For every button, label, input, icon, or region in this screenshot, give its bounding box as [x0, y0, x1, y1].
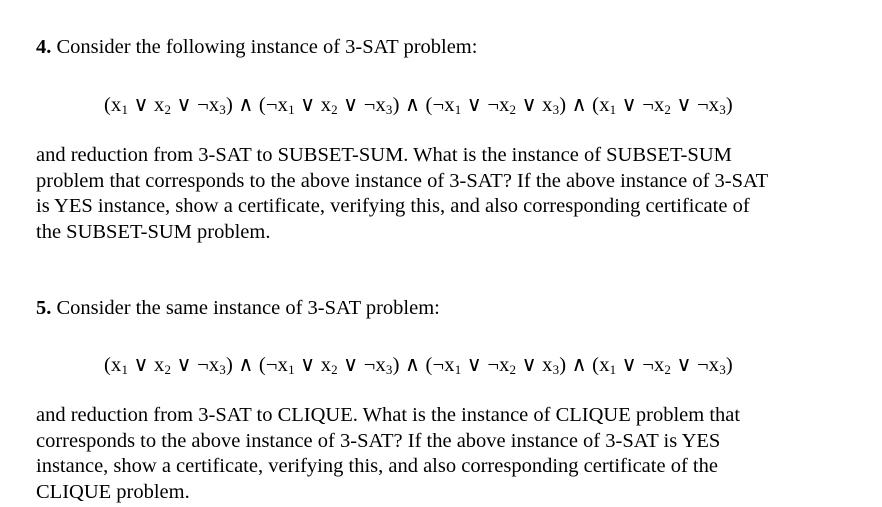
literal-symbol: x [320, 94, 332, 116]
literal-subscript: 3 [385, 362, 393, 377]
literal-subscript: 2 [664, 362, 672, 377]
literal-subscript: 1 [121, 362, 129, 377]
or-operator: ∨ [128, 354, 155, 376]
clause-close-paren: ) [225, 354, 234, 376]
clause-close-paren: ) [225, 94, 234, 116]
literal-subscript: 3 [552, 362, 560, 377]
clause [592, 354, 733, 376]
literal [642, 354, 671, 376]
literal-symbol: x [111, 94, 122, 116]
literal [433, 354, 462, 376]
clause-close-paren: ) [392, 94, 400, 116]
clause-close-paren: ) [725, 94, 733, 116]
literal [197, 94, 226, 116]
clause [426, 94, 567, 116]
literal-symbol: ¬x [642, 94, 665, 116]
literal-subscript: 1 [454, 102, 462, 117]
question-4-formula [104, 93, 733, 117]
literal-subscript: 2 [164, 102, 172, 117]
and-operator: ∧ [233, 354, 259, 376]
clause [259, 94, 400, 116]
clause-open-paren: ( [104, 94, 112, 116]
literal-subscript: 2 [331, 102, 338, 117]
question-5-body-line: CLIQUE problem. [36, 480, 190, 503]
or-operator: ∨ [128, 94, 155, 116]
literal-symbol: x [599, 354, 610, 376]
literal [642, 94, 671, 116]
literal [154, 94, 171, 116]
clause-open-paren: ( [258, 94, 266, 116]
clause-open-paren: ( [425, 94, 433, 116]
literal [321, 354, 338, 376]
question-5-heading-text: Consider the same instance of 3-SAT problem: [51, 297, 440, 319]
clause-open-paren: ( [258, 354, 266, 376]
literal [599, 354, 616, 376]
and-operator: ∧ [399, 354, 426, 376]
literal [111, 94, 128, 116]
literal [321, 94, 338, 116]
literal-symbol: ¬x [363, 354, 386, 376]
literal-symbol: ¬x [432, 354, 455, 376]
literal [266, 354, 295, 376]
clause-open-paren: ( [592, 94, 600, 116]
clause-close-paren: ) [559, 94, 567, 116]
question-4-body-line: is YES instance, show a certificate, verifying this, and also corresponding certificate of [36, 195, 750, 217]
literal-subscript: 1 [609, 102, 617, 117]
literal [697, 354, 726, 376]
question-5-number: 5. [36, 297, 52, 319]
literal-subscript: 3 [719, 102, 726, 117]
literal-symbol: x [599, 94, 610, 116]
or-operator: ∨ [337, 354, 364, 376]
or-operator: ∨ [616, 94, 643, 116]
question-4-body-line: the SUBSET-SUM problem. [36, 220, 271, 243]
literal-symbol: x [154, 354, 165, 376]
question-4-heading [36, 35, 477, 59]
or-operator: ∨ [461, 354, 488, 376]
and-operator: ∧ [566, 94, 593, 116]
clause-open-paren: ( [104, 354, 112, 376]
or-operator: ∨ [171, 354, 198, 376]
literal-symbol: x [154, 94, 165, 116]
and-operator: ∧ [233, 94, 259, 116]
literal [697, 94, 726, 116]
question-4-number: 4. [36, 36, 52, 58]
question-5-body-line: instance, show a certificate, verifying this, and also corresponding certificate of the [36, 455, 718, 477]
literal-symbol: ¬x [265, 354, 289, 376]
literal-symbol: x [542, 94, 553, 116]
literal-symbol: ¬x [432, 94, 455, 116]
literal [487, 354, 516, 376]
literal-symbol: ¬x [197, 354, 220, 376]
literal-subscript: 3 [552, 102, 560, 117]
or-operator: ∨ [461, 94, 488, 116]
literal-symbol: x [542, 354, 553, 376]
question-4-heading-text: Consider the following instance of 3-SAT problem: [51, 36, 478, 58]
literal-subscript: 1 [288, 102, 295, 117]
and-operator: ∧ [566, 354, 593, 376]
clause-close-paren: ) [392, 354, 400, 376]
literal-symbol: x [320, 354, 332, 376]
literal-symbol: ¬x [487, 354, 510, 376]
or-operator: ∨ [294, 94, 321, 116]
literal [542, 354, 559, 376]
literal-symbol: ¬x [197, 94, 220, 116]
literal-subscript: 1 [454, 362, 462, 377]
question-5-body-line: corresponds to the above instance of 3-SAT? If the above instance of 3-SAT is YES [36, 429, 721, 452]
question-4-body-line: and reduction from 3-SAT to SUBSET-SUM. What is the instance of SUBSET-SUM [36, 144, 732, 166]
literal [364, 94, 393, 116]
literal [542, 94, 559, 116]
clause [104, 94, 233, 116]
question-4-body [36, 143, 866, 245]
literal-subscript: 3 [219, 362, 226, 377]
clause-open-paren: ( [592, 354, 600, 376]
literal-symbol: ¬x [642, 354, 665, 376]
clause-close-paren: ) [559, 354, 567, 376]
question-5-body-line: and reduction from 3-SAT to CLIQUE. What is the instance of CLIQUE problem that [36, 404, 741, 426]
literal [364, 354, 393, 376]
literal-subscript: 2 [664, 102, 672, 117]
literal-symbol: x [111, 354, 122, 376]
literal-subscript: 1 [609, 362, 617, 377]
or-operator: ∨ [337, 94, 364, 116]
clause [104, 354, 233, 376]
or-operator: ∨ [671, 354, 697, 376]
clause [592, 94, 733, 116]
question-5-formula [104, 353, 733, 377]
literal-subscript: 2 [331, 362, 338, 377]
or-operator: ∨ [516, 94, 543, 116]
literal-subscript: 3 [385, 102, 393, 117]
clause-open-paren: ( [425, 354, 433, 376]
literal [197, 354, 226, 376]
literal [599, 94, 616, 116]
literal-subscript: 1 [121, 102, 129, 117]
question-5-body [36, 403, 866, 505]
or-operator: ∨ [171, 94, 198, 116]
question-4-body-line: problem that corresponds to the above instance of 3-SAT? If the above instance of 3-SAT [36, 169, 769, 192]
or-operator: ∨ [616, 354, 643, 376]
literal-symbol: ¬x [265, 94, 289, 116]
literal-subscript: 2 [509, 362, 517, 377]
literal-symbol: ¬x [696, 94, 720, 116]
literal-subscript: 2 [164, 362, 172, 377]
clause [259, 354, 400, 376]
question-5-heading [36, 296, 440, 320]
literal-symbol: ¬x [363, 94, 386, 116]
clause [426, 354, 567, 376]
literal-symbol: ¬x [487, 94, 510, 116]
or-operator: ∨ [516, 354, 543, 376]
literal-subscript: 2 [509, 102, 517, 117]
literal-subscript: 3 [719, 362, 726, 377]
literal-symbol: ¬x [696, 354, 720, 376]
literal [433, 94, 462, 116]
literal [111, 354, 128, 376]
literal-subscript: 3 [219, 102, 226, 117]
clause-close-paren: ) [725, 354, 733, 376]
literal [266, 94, 295, 116]
or-operator: ∨ [671, 94, 697, 116]
literal-subscript: 1 [288, 362, 295, 377]
literal [154, 354, 171, 376]
or-operator: ∨ [294, 354, 321, 376]
literal [487, 94, 516, 116]
and-operator: ∧ [399, 94, 426, 116]
